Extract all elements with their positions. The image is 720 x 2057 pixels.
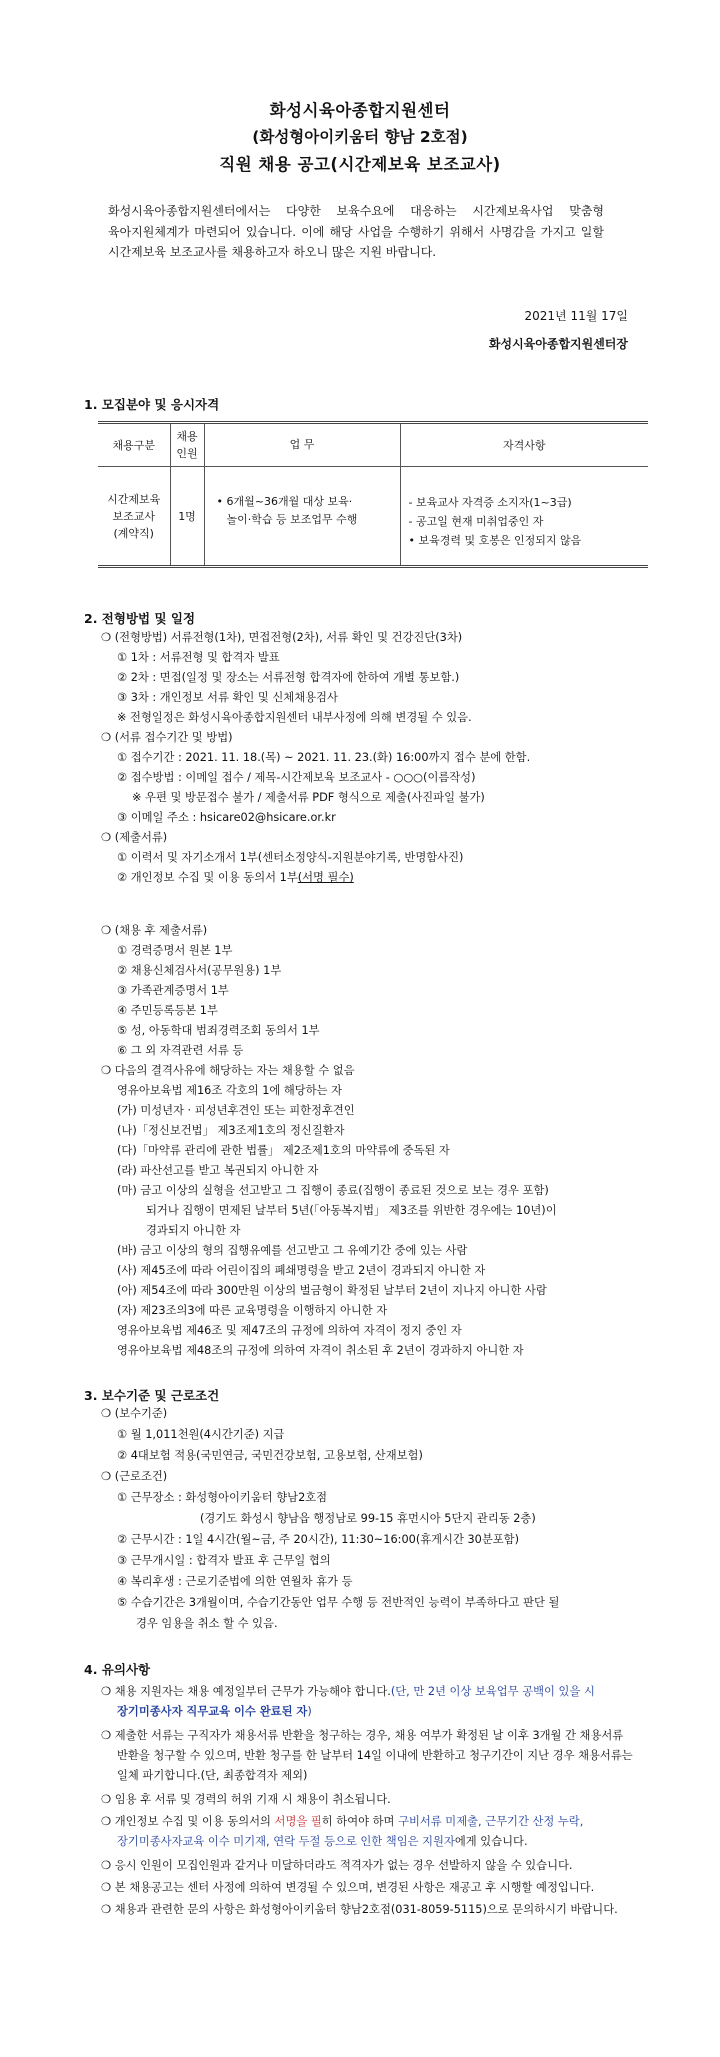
disqualification-a: (아) 제54조에 따라 300만원 이상의 벌금형이 확정된 날부터 2년이 지나지 아니한 사람 (117, 1284, 547, 1297)
qualification-line2: - 공고일 현재 미취업중인 자 (408, 515, 544, 528)
disqualification-sa: (사) 제45조에 따라 어린이집의 폐쇄명령을 받고 2년이 경과되지 아니한 자 (117, 1264, 486, 1277)
selection-method: ❍ (전형방법) 서류전형(1차), 면접전형(2차), 서류 확인 및 건강진단(3차) (101, 631, 463, 644)
documents-heading: ❍ (제출서류) (101, 831, 168, 844)
note-2: ❍ 제출한 서류는 구직자가 채용서류 반환을 청구하는 경우, 채용 여부가 확정된 날 이후 3개월 간 채용서류 반환을 청구할 수 있으며, 반환 청구를 한 날부터 14일 이내에 반환하고 청구기간이 지난 경우 채용서류는 일체 파기합니다.(단, 최종합격자 제외) (101, 1729, 633, 1782)
selection-note: ※ 전형일정은 화성시육아종합지원센터 내부사정에 의해 변경될 수 있음. (117, 711, 472, 724)
disqualification-ma-cont1: 되거나 집행이 면제된 날부터 5년(「아동복지법」 제3조를 위반한 경우에는 10년)이 (146, 1204, 557, 1217)
title-org: 화성시육아종합지원센터 (269, 101, 451, 120)
note-4-end: 에게 있습니다. (454, 1835, 528, 1848)
table-header-row (98, 423, 648, 467)
document-item-2-text: ② 개인정보 수집 및 이용 동의서 1부 (117, 871, 298, 884)
disqualification-revoked: 영유아보육법 제48조의 규정에 의하여 자격이 취소된 후 2년이 경과하지 아니한 자 (117, 1344, 524, 1357)
post-hire-doc-2: ② 채용신체검사서(공무원용) 1부 (117, 964, 282, 977)
selection-step-2: ② 2차 : 면접(일정 및 장소는 서류전형 합격자에 한하여 개별 통보함.) (117, 671, 460, 684)
post-hire-doc-6: ⑥ 그 외 자격관련 서류 등 (117, 1044, 244, 1057)
pay-item-2: ② 4대보험 적용(국민연금, 국민건강보험, 고용보험, 산재보험) (117, 1449, 423, 1462)
cell-category (98, 467, 170, 567)
notice-issuer: 화성시육아종합지원센터장 (488, 337, 628, 351)
application-period: ① 접수기간 : 2021. 11. 18.(목) ~ 2021. 11. 23.(화) 16:00까지 접수 분에 한함. (117, 751, 531, 764)
cell-count: 1명 (170, 467, 204, 567)
duty-line1: • 6개월~36개월 대상 보육· (216, 495, 353, 508)
category-line1: 시간제보육 (107, 492, 161, 506)
disqualification-ga: (가) 미성년자 · 피성년후견인 또는 피한정후견인 (117, 1104, 355, 1117)
post-hire-doc-1: ① 경력증명서 원본 1부 (117, 944, 233, 957)
document-item-2 (117, 870, 354, 886)
disqualification-heading: ❍ 다음의 결격사유에 해당하는 자는 채용할 수 없음 (101, 1064, 355, 1077)
work-place: ① 근무장소 : 화성형아이키움터 향남2호점 (117, 1491, 328, 1504)
disqualification-na: (나)「정신보건법」 제3조제1호의 정신질환자 (117, 1124, 345, 1137)
note-1 (101, 1682, 637, 1722)
conditions-heading: ❍ (근로조건) (101, 1470, 168, 1483)
work-hours: ② 근무시간 : 1일 4시간(월~금, 주 20시간), 11:30~16:00(휴게시간 30분포함) (117, 1533, 519, 1546)
qualification-line3: • 보육경력 및 호봉은 인정되지 않음 (408, 534, 582, 547)
disqualification-da: (다)「마약류 관리에 관한 법률」 제2조제1호의 마약류에 중독된 자 (117, 1144, 450, 1157)
note-5: ❍ 응시 인원이 모집인원과 같거나 미달하더라도 적격자가 없는 경우 선발하지 않을 수 있습니다. (101, 1859, 573, 1872)
header-count-line1: 채용 (176, 430, 198, 443)
work-place-address: (경기도 화성시 향남읍 행정남로 99-15 휴먼시아 5단지 관리동 2층) (200, 1512, 536, 1525)
section-3-heading: 3. 보수기준 및 근로조건 (84, 1388, 220, 1403)
title-branch: (화성형아이키움터 향남 2호점) (252, 128, 468, 146)
post-hire-doc-3: ③ 가족관계증명서 1부 (117, 984, 229, 997)
disqualification-intro: 영유아보육법 제16조 각호의 1에 해당하는 자 (117, 1084, 343, 1097)
note-4-blue: 구비서류 미제출, 근무기간 산정 누락, 장기미종사자교육 이수 미기재, 연락 두절 등으로 인한 책임은 지원자 (117, 1815, 584, 1848)
note-1-blue: (단, 만 2년 이상 보육업무 공백이 있을 시 (390, 1685, 595, 1698)
disqualification-ma: (마) 금고 이상의 실형을 선고받고 그 집행이 종료(집행이 종료된 것으로 보는 경우 포함) (117, 1184, 549, 1197)
disqualification-suspended: 영유아보육법 제46조 및 제47조의 규정에 의하여 자격이 정지 중인 자 (117, 1324, 462, 1337)
disqualification-ja: (자) 제23조의3에 따른 교육명령을 이행하지 아니한 자 (117, 1304, 388, 1317)
disqualification-ba: (바) 금고 이상의 형의 집행유예를 선고받고 그 유예기간 중에 있는 사람 (117, 1244, 468, 1257)
note-4-text: ❍ 개인정보 수집 및 이용 동의서의 (101, 1815, 275, 1828)
qualification-line1: - 보육교사 자격증 소지자(1~3급) (408, 496, 572, 509)
application-email: ③ 이메일 주소 : hsicare02@hsicare.or.kr (117, 811, 336, 824)
document-item-1: ① 이력서 및 자기소개서 1부(센터소정양식-지원분야기록, 반명함사진) (117, 851, 464, 864)
section-1-heading: 1. 모집분야 및 응시자격 (84, 397, 220, 412)
welfare: ④ 복리후생 : 근로기준법에 의한 연월차 휴가 등 (117, 1575, 353, 1588)
pay-item-1: ① 월 1,011천원(4시간기준) 지급 (117, 1428, 285, 1441)
note-7: ❍ 채용과 관련한 문의 사항은 화성형아이키움터 향남2호점(031-8059-5115)으로 문의하시기 바랍니다. (101, 1903, 618, 1916)
category-line3: (계약직) (113, 526, 154, 540)
post-hire-doc-4: ④ 주민등록등본 1부 (117, 1004, 218, 1017)
note-4-red: 서명을 필 (274, 1815, 322, 1828)
notice-date: 2021년 11월 17일 (524, 309, 628, 323)
selection-step-1: ① 1차 : 서류전형 및 합격자 발표 (117, 651, 280, 664)
application-method-note: ※ 우편 및 방문접수 불가 / 제출서류 PDF 형식으로 제출(사진파일 불가) (132, 791, 485, 804)
header-count-line2: 인원 (176, 447, 198, 460)
note-1-close: ) (307, 1705, 312, 1718)
application-method: ② 접수방법 : 이메일 접수 / 제목-시간제보육 보조교사 - ○○○(이름작성) (117, 771, 476, 784)
post-hire-doc-5: ⑤ 성, 아동학대 범죄경력조회 동의서 1부 (117, 1024, 320, 1037)
probation-cont: 경우 임용을 취소 할 수 있음. (136, 1617, 278, 1630)
title-heading: 직원 채용 공고(시간제보육 보조교사) (219, 155, 501, 174)
probation: ⑤ 수습기간은 3개월이며, 수습기간동안 업무 수행 등 전반적인 능력이 부족하다고 판단 될 (117, 1596, 560, 1609)
intro-paragraph: 화성시육아종합지원센터에서는 다양한 보육수요에 대응하는 시간제보육사업 맞춤형 육아지원체계가 마련되어 있습니다. 이에 해당 사업을 수행하기 위해서 사명감을 가지고 일할 시간제보육 보조교사를 채용하고자 하오니 많은 지원 바랍니다. (108, 204, 604, 259)
section-4-heading: 4. 유의사항 (84, 1662, 151, 1677)
pay-heading: ❍ (보수기준) (101, 1407, 168, 1420)
note-3: ❍ 임용 후 서류 및 경력의 허위 기재 시 채용이 취소됩니다. (101, 1793, 391, 1806)
cell-qualification (400, 467, 648, 567)
header-duty: 업 무 (204, 423, 400, 467)
note-4 (101, 1812, 637, 1852)
note-4-mid: 히 하여야 하며 (321, 1815, 399, 1828)
duty-line2: 놀이·학습 등 보조업무 수행 (226, 513, 358, 526)
note-1-text: ❍ 채용 지원자는 채용 예정일부터 근무가 가능해야 합니다. (101, 1685, 391, 1698)
cell-duty (204, 467, 400, 567)
post-hire-docs-heading: ❍ (채용 후 제출서류) (101, 924, 208, 937)
title-block (0, 97, 720, 178)
application-period-heading: ❍ (서류 접수기간 및 방법) (101, 731, 233, 744)
section-2-heading: 2. 전형방법 및 일정 (84, 611, 196, 626)
note-6: ❍ 본 채용공고는 센터 사정에 의하여 변경될 수 있으며, 변경된 사항은 재공고 후 시행할 예정입니다. (101, 1881, 595, 1894)
signature-required: (서명 필수) (297, 871, 354, 884)
selection-step-3: ③ 3차 : 개인정보 서류 확인 및 신체채용검사 (117, 691, 338, 704)
note-1-emphasis: 장기미종사자 직무교육 이수 완료된 자 (117, 1705, 308, 1718)
table-row (98, 467, 648, 567)
header-count (170, 423, 204, 467)
category-line2: 보조교사 (112, 509, 155, 523)
recruit-table (98, 421, 648, 568)
header-qualification: 자격사항 (400, 423, 648, 467)
header-category: 채용구분 (98, 423, 170, 467)
work-start-date: ③ 근무개시일 : 합격자 발표 후 근무일 협의 (117, 1554, 331, 1567)
disqualification-ra: (라) 파산선고를 받고 복권되지 아니한 자 (117, 1164, 319, 1177)
disqualification-ma-cont2: 경과되지 아니한 자 (146, 1224, 241, 1237)
